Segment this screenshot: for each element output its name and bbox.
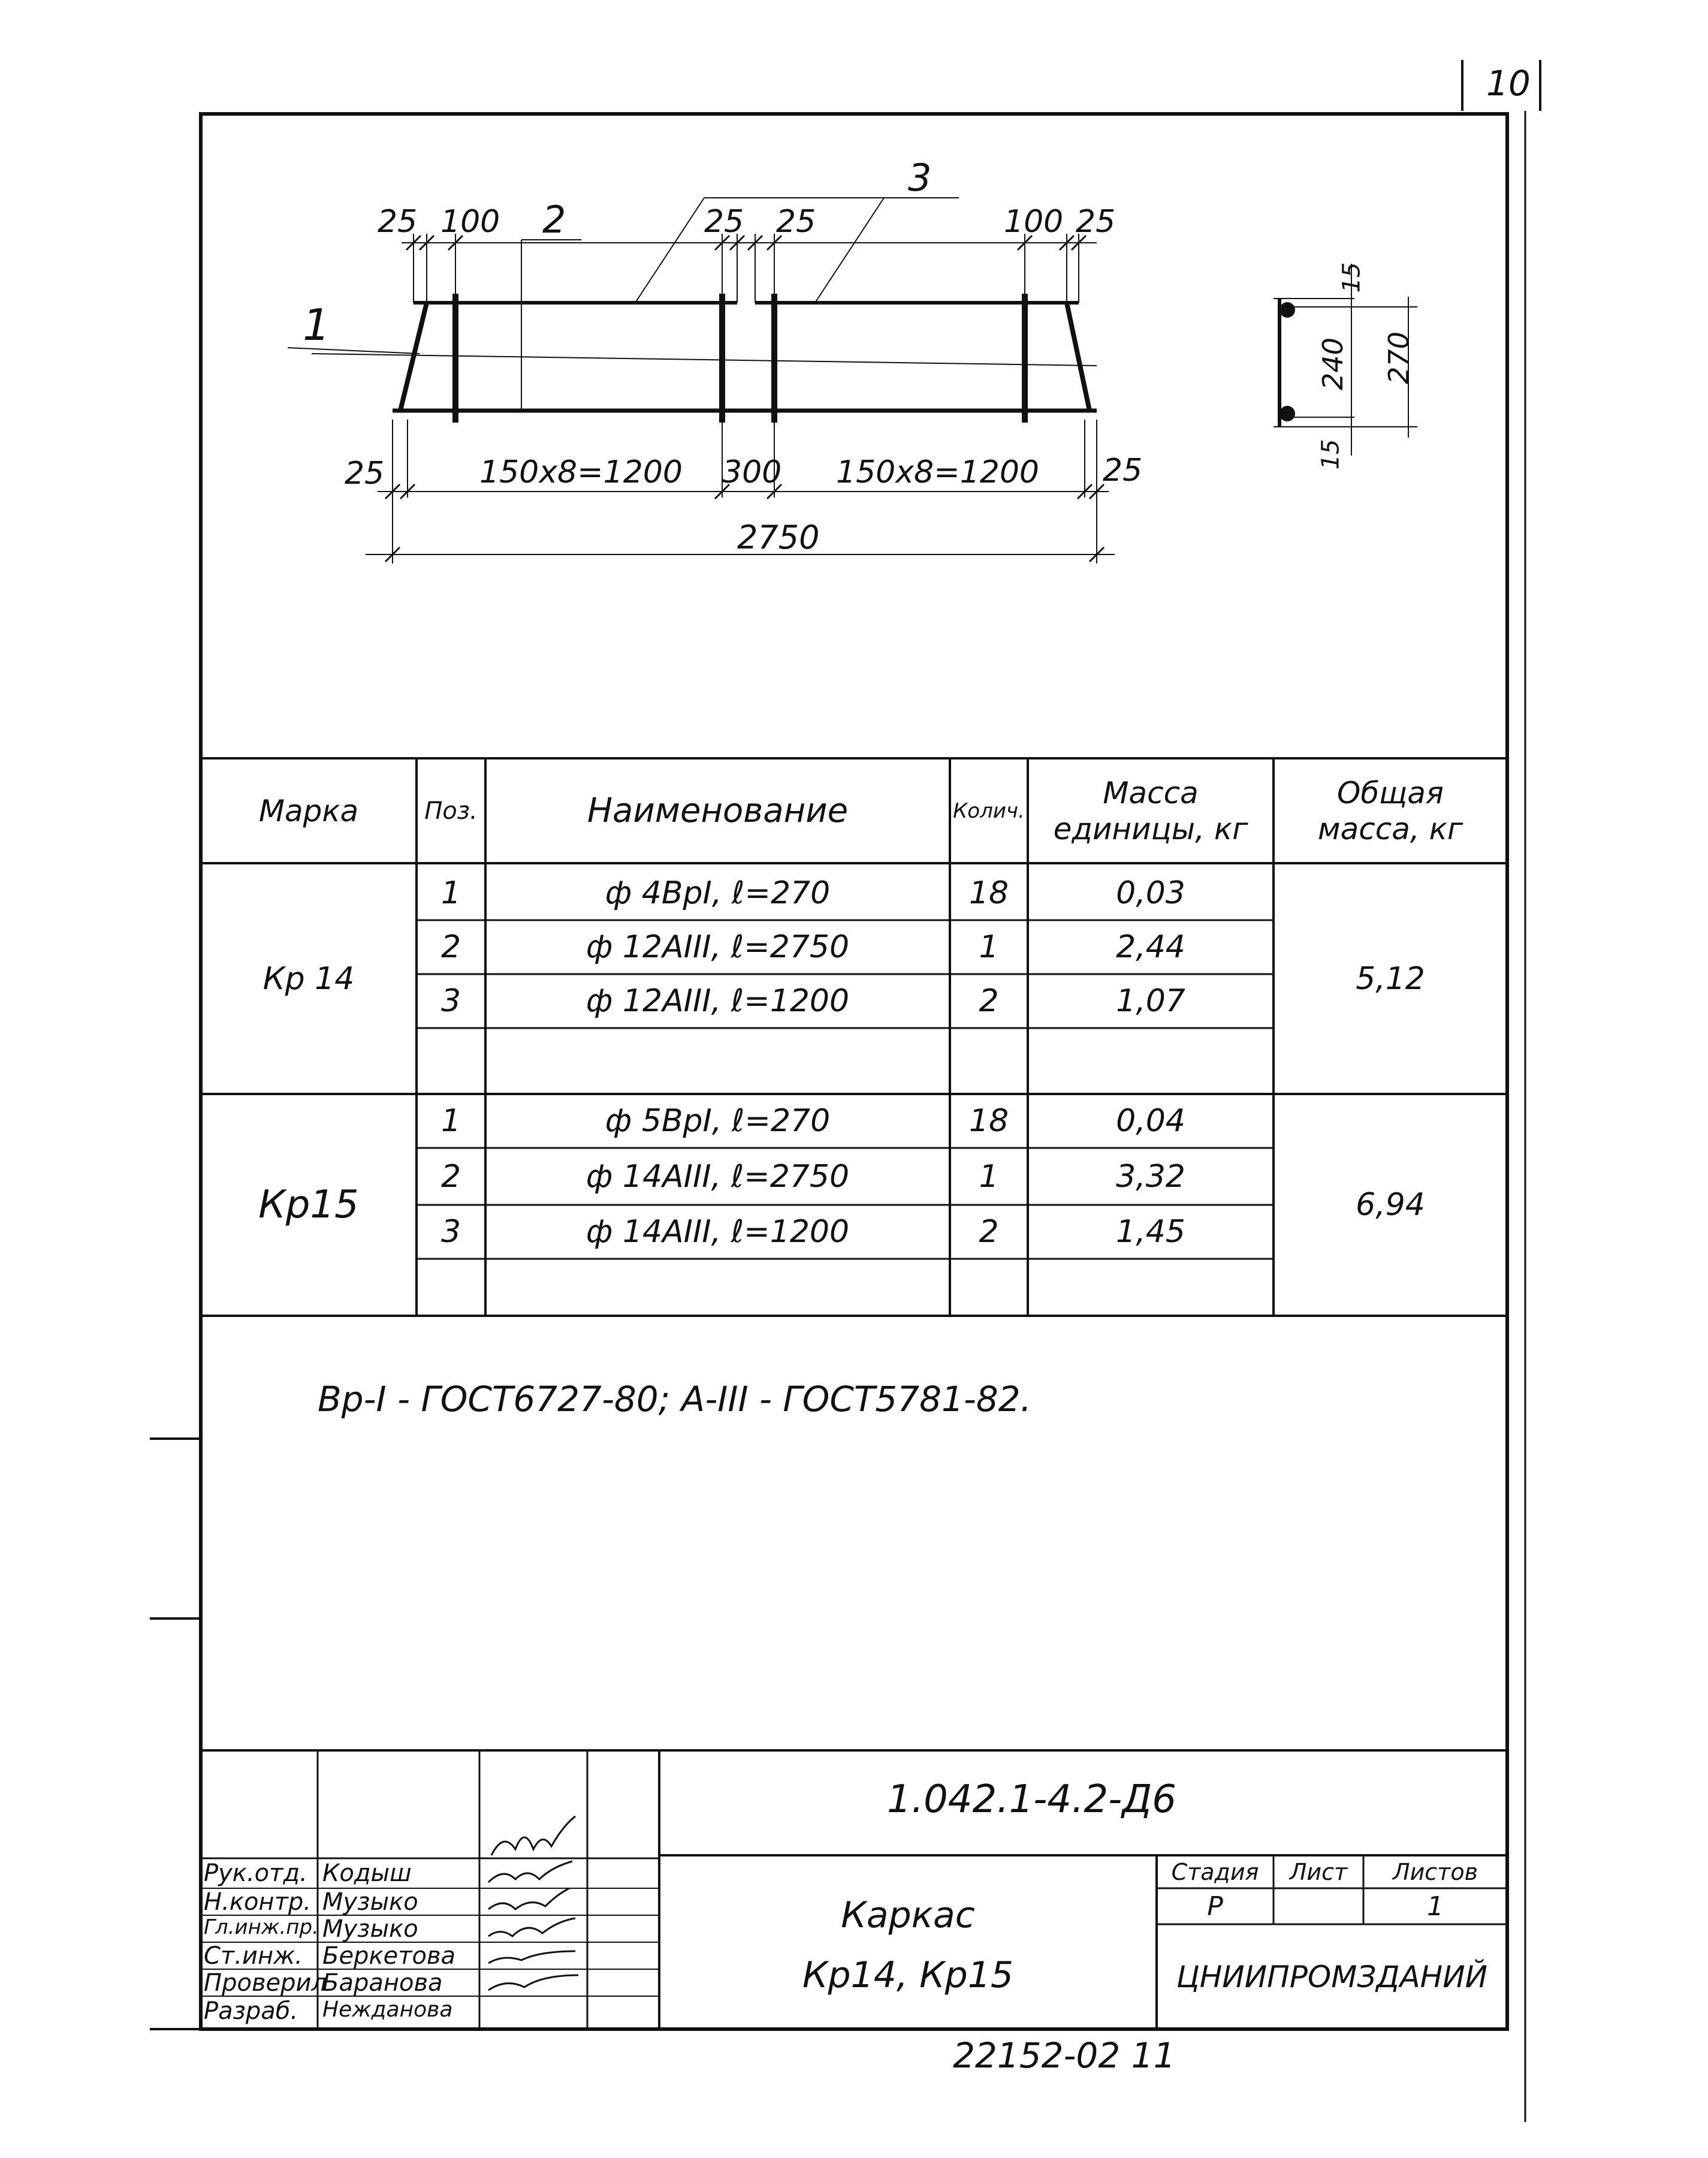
- dim-25-bottom-right: 25: [1103, 453, 1143, 489]
- row-pos: 3: [440, 1214, 461, 1250]
- row-qty: 18: [968, 875, 1009, 911]
- dim-span-left: 150x8=1200: [479, 454, 683, 490]
- header-mark: Марка: [258, 793, 359, 828]
- stage-value: Р: [1207, 1891, 1223, 1922]
- row-mass: 0,03: [1116, 875, 1185, 911]
- pos-1-label: 1: [303, 300, 330, 350]
- dim-25-top-left: 25: [378, 204, 418, 240]
- row-qty: 1: [979, 929, 999, 965]
- dim-gap: 300: [722, 454, 782, 490]
- group-total: 6,94: [1356, 1187, 1425, 1223]
- pos-3-label: 3: [908, 156, 932, 200]
- row-pos: 2: [440, 1158, 461, 1195]
- row-mass: 1,07: [1116, 983, 1185, 1019]
- header-unit-mass: Масса единицы, кг: [1053, 775, 1248, 846]
- signatures: [488, 1816, 578, 1990]
- sheets-label: Листов: [1393, 1858, 1478, 1885]
- role-name: Кодыш: [322, 1859, 412, 1887]
- dim-25-top-mid-2: 25: [776, 204, 816, 240]
- header-name: Наименование: [587, 791, 849, 830]
- role-label: Разраб.: [204, 1997, 298, 2025]
- material-note: Вр-I - ГОСТ6727-80; А-III - ГОСТ5781-82.: [318, 1379, 1032, 1419]
- dim-total: 2750: [737, 519, 820, 556]
- row-qty: 2: [979, 1214, 999, 1250]
- pos-2-label: 2: [542, 198, 566, 242]
- row-pos: 1: [440, 875, 461, 911]
- sheet-label: Лист: [1289, 1858, 1348, 1885]
- role-name: Беркетова: [322, 1942, 456, 1970]
- row-pos: 2: [440, 929, 461, 965]
- role-label: Рук.отд.: [204, 1859, 307, 1887]
- organization: ЦНИИПРОМЗДАНИЙ: [1176, 1959, 1488, 1994]
- section-dim-15-bottom: 15: [1317, 439, 1345, 470]
- dim-25-top-mid-1: 25: [704, 204, 744, 240]
- row-name: ф 14АIII, ℓ=2750: [586, 1158, 850, 1195]
- document-code: 1.042.1-4.2-Д6: [887, 1777, 1176, 1822]
- group-mark: Кр 14: [262, 960, 355, 997]
- row-mass: 2,44: [1116, 929, 1185, 965]
- row-name: ф 4ВрI, ℓ=270: [605, 875, 831, 911]
- row-name: ф 12АIII, ℓ=1200: [586, 983, 850, 1019]
- row-mass: 3,32: [1116, 1158, 1185, 1195]
- header-total-mass: Общая масса, кг: [1317, 775, 1463, 846]
- title-line-2: Кр14, Кр15: [802, 1954, 1014, 1996]
- sheets-value: 1: [1427, 1891, 1444, 1922]
- section-dim-15-top: 15: [1338, 262, 1366, 293]
- row-qty: 18: [968, 1103, 1009, 1139]
- sheet-number: 10: [1486, 63, 1531, 104]
- row-mass: 0,04: [1116, 1103, 1185, 1139]
- row-pos: 1: [440, 1103, 461, 1139]
- stage-label: Стадия: [1171, 1858, 1259, 1885]
- role-label: Гл.инж.пр.: [204, 1915, 319, 1939]
- role-name: Баранова: [322, 1969, 443, 1997]
- group-mark: Кр15: [258, 1183, 359, 1227]
- section-dim-270: 270: [1382, 331, 1415, 384]
- archive-number: 22152-02 11: [953, 2035, 1176, 2076]
- row-pos: 3: [440, 983, 461, 1019]
- row-name: ф 5ВрI, ℓ=270: [605, 1103, 831, 1139]
- dim-100-top-right: 100: [1004, 204, 1064, 240]
- header-qty: Колич.: [953, 798, 1025, 823]
- dim-span-right: 150x8=1200: [836, 454, 1040, 490]
- title-line-1: Каркас: [841, 1894, 975, 1936]
- role-name: Музыко: [322, 1888, 418, 1916]
- role-label: Ст.инж.: [204, 1942, 303, 1970]
- row-name: ф 14АIII, ℓ=1200: [586, 1214, 850, 1250]
- header-pos: Поз.: [424, 797, 478, 825]
- role-name: Нежданова: [322, 1997, 453, 2022]
- role-label: Проверил: [204, 1969, 327, 1997]
- section-dim-240: 240: [1316, 337, 1349, 390]
- row-mass: 1,45: [1116, 1214, 1185, 1250]
- dim-100-top-left: 100: [440, 204, 500, 240]
- dim-25-top-right: 25: [1076, 204, 1116, 240]
- row-qty: 2: [979, 983, 999, 1019]
- role-label: Н.контр.: [204, 1888, 311, 1916]
- role-name: Музыко: [322, 1915, 418, 1943]
- row-qty: 1: [979, 1158, 999, 1195]
- dim-25-bottom-left: 25: [345, 456, 385, 492]
- sheet-value: [1274, 1888, 1363, 1924]
- row-name: ф 12АIII, ℓ=2750: [586, 929, 850, 965]
- group-total: 5,12: [1356, 960, 1425, 997]
